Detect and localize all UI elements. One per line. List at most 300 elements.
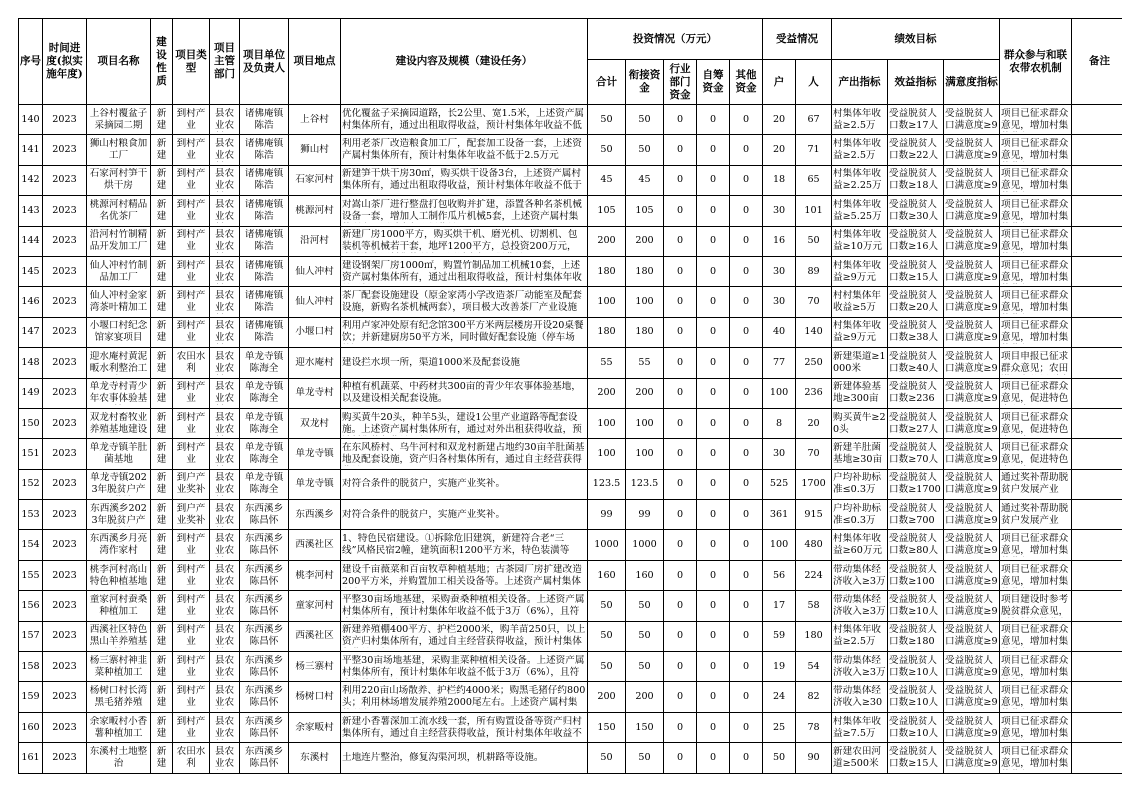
cell-industry bbox=[664, 135, 697, 165]
cell-text-link: 180 bbox=[635, 326, 654, 338]
cell-unit bbox=[240, 439, 289, 469]
cell-year bbox=[43, 226, 87, 256]
cell-text-satisfaction: 受益脱贫人口满意度≥9 bbox=[945, 229, 998, 253]
cell-text-satisfaction: 受益脱贫人口满意度≥9 bbox=[945, 411, 998, 435]
cell-total bbox=[588, 105, 626, 135]
cell-remark bbox=[1072, 621, 1122, 651]
cell-seq bbox=[19, 682, 43, 712]
cell-text-people: 915 bbox=[804, 508, 823, 520]
cell-text-seq: 142 bbox=[21, 174, 40, 186]
cell-satisfaction bbox=[944, 500, 1000, 530]
cell-content bbox=[341, 287, 588, 317]
cell-text-satisfaction: 受益脱贫人口满意度≥9 bbox=[945, 715, 998, 739]
cell-text-total: 1000 bbox=[594, 539, 619, 551]
cell-text-effect: 受益脱贫人口数≥180 bbox=[889, 624, 938, 648]
cell-link bbox=[626, 743, 664, 773]
cell-people bbox=[796, 743, 832, 773]
table-body bbox=[19, 105, 1122, 774]
cell-type bbox=[173, 469, 210, 499]
cell-name bbox=[87, 621, 151, 651]
cell-link bbox=[626, 135, 664, 165]
cell-text-satisfaction: 受益脱贫人口满意度≥9 bbox=[945, 563, 998, 587]
cell-type bbox=[173, 165, 210, 195]
cell-text-satisfaction: 受益脱贫人口满意度≥9 bbox=[945, 320, 998, 344]
cell-people bbox=[796, 105, 832, 135]
cell-text-seq: 144 bbox=[21, 235, 40, 247]
cell-unit bbox=[240, 621, 289, 651]
cell-text-content: 新建厂房1000平方，购买烘干机、磨光机、切割机、包装机等机械若干套，地坪1200平方，总投资200万元， bbox=[342, 229, 578, 253]
cell-text-dept: 县农业农 bbox=[214, 138, 235, 162]
cell-text-location: 仙人冲村 bbox=[295, 265, 334, 277]
cell-text-people: 89 bbox=[807, 265, 820, 277]
cell-total bbox=[588, 439, 626, 469]
cell-text-households: 56 bbox=[772, 569, 786, 581]
cell-type bbox=[173, 560, 210, 590]
cell-text-people: 71 bbox=[807, 144, 820, 156]
cell-other bbox=[730, 287, 763, 317]
cell-text-nature: 新建 bbox=[156, 229, 167, 253]
cell-link bbox=[626, 287, 664, 317]
cell-other bbox=[730, 226, 763, 256]
cell-text-industry: 0 bbox=[676, 691, 684, 703]
cell-text-households: 24 bbox=[772, 691, 786, 703]
header-invest-industry: 行业部门资金 bbox=[664, 60, 697, 105]
cell-text-self: 0 bbox=[709, 174, 717, 186]
cell-self bbox=[697, 469, 730, 499]
cell-text-industry: 0 bbox=[676, 204, 684, 216]
cell-location bbox=[289, 591, 341, 621]
table-row bbox=[19, 621, 1122, 651]
cell-effect bbox=[888, 743, 944, 773]
cell-other bbox=[730, 378, 763, 408]
cell-seq bbox=[19, 621, 43, 651]
cell-self bbox=[697, 348, 730, 378]
cell-text-effect: 受益脱贫人口数≥70人 bbox=[889, 441, 939, 465]
cell-text-name: 桃李河村高山特色种植基地 bbox=[89, 563, 148, 587]
table-row bbox=[19, 530, 1122, 560]
cell-year bbox=[43, 287, 87, 317]
cell-unit bbox=[240, 530, 289, 560]
cell-people bbox=[796, 348, 832, 378]
cell-text-satisfaction: 受益脱贫人口满意度≥9 bbox=[945, 533, 998, 557]
cell-text-content: 建设拦水坝一所，渠道1000米及配套设施 bbox=[342, 356, 520, 368]
cell-unit bbox=[240, 256, 289, 286]
cell-nature bbox=[151, 560, 173, 590]
cell-total bbox=[588, 378, 626, 408]
cell-text-name: 单龙寺村青少年农事体验基 bbox=[89, 381, 148, 405]
cell-text-name: 余家畈村小香薯种植加工 bbox=[89, 715, 148, 739]
cell-year bbox=[43, 317, 87, 347]
cell-text-year: 2023 bbox=[52, 417, 77, 429]
cell-total bbox=[588, 591, 626, 621]
table-row bbox=[19, 408, 1122, 438]
cell-text-people: 90 bbox=[807, 751, 820, 763]
cell-text-total: 123.5 bbox=[592, 478, 621, 490]
cell-link bbox=[626, 682, 664, 712]
cell-nature bbox=[151, 226, 173, 256]
cell-text-households: 525 bbox=[769, 478, 789, 490]
cell-unit bbox=[240, 287, 289, 317]
cell-dept bbox=[210, 226, 240, 256]
cell-seq bbox=[19, 652, 43, 682]
cell-unit bbox=[240, 226, 289, 256]
cell-text-other: 0 bbox=[742, 174, 750, 186]
cell-text-output: 村集体年收益≥10万元 bbox=[833, 229, 883, 253]
cell-unit bbox=[240, 196, 289, 226]
cell-text-total: 100 bbox=[597, 447, 616, 459]
cell-text-content: 优化覆盆子采摘园道路，长2公里、宽1.5米，上述资产属村集体所有，通过出租取得收益，预计村集体年收益不低 bbox=[342, 107, 585, 131]
cell-text-people: 480 bbox=[804, 539, 823, 551]
cell-text-households: 30 bbox=[772, 265, 786, 277]
cell-text-seq: 159 bbox=[21, 691, 40, 703]
cell-location bbox=[289, 439, 341, 469]
cell-text-nature: 新建 bbox=[156, 350, 167, 374]
cell-year bbox=[43, 378, 87, 408]
cell-text-unit: 东西溪乡陈昌怀 bbox=[244, 593, 284, 617]
cell-text-satisfaction: 受益脱贫人口满意度≥9 bbox=[945, 745, 998, 769]
cell-text-self: 0 bbox=[709, 630, 717, 642]
cell-text-type: 农田水利 bbox=[176, 745, 206, 769]
cell-text-location: 杨三寨村 bbox=[295, 660, 334, 672]
table-row bbox=[19, 105, 1122, 135]
cell-text-self: 0 bbox=[709, 417, 717, 429]
cell-text-industry: 0 bbox=[676, 508, 684, 520]
cell-remark bbox=[1072, 408, 1122, 438]
cell-text-unit: 东西溪乡陈昌怀 bbox=[244, 685, 284, 709]
cell-text-content: 茶厂配套设施建设（原金家湾小学改造茶厂动能室及配套设施，新购名茶机械两套），项目极大改善茶厂产业设施 bbox=[342, 290, 582, 314]
cell-link bbox=[626, 591, 664, 621]
cell-mechanism bbox=[1000, 621, 1072, 651]
cell-text-year: 2023 bbox=[52, 691, 77, 703]
cell-unit bbox=[240, 500, 289, 530]
cell-households bbox=[763, 105, 796, 135]
cell-effect bbox=[888, 105, 944, 135]
cell-output bbox=[832, 712, 888, 742]
cell-text-unit: 诸佛庵镇陈浩 bbox=[244, 107, 284, 131]
cell-mechanism bbox=[1000, 591, 1072, 621]
cell-nature bbox=[151, 256, 173, 286]
cell-dept bbox=[210, 682, 240, 712]
cell-name bbox=[87, 408, 151, 438]
cell-people bbox=[796, 560, 832, 590]
cell-effect bbox=[888, 135, 944, 165]
cell-text-self: 0 bbox=[709, 356, 717, 368]
cell-mechanism bbox=[1000, 287, 1072, 317]
cell-text-content: 利用卢家冲处原有纪念馆300平方米两层楼房开设20桌餐饮；并新建厨房50平方米，同时做好配套设施（停车场 bbox=[342, 320, 584, 344]
cell-satisfaction bbox=[944, 378, 1000, 408]
cell-location bbox=[289, 135, 341, 165]
cell-text-other: 0 bbox=[742, 751, 750, 763]
cell-households bbox=[763, 378, 796, 408]
cell-text-industry: 0 bbox=[676, 569, 684, 581]
cell-satisfaction bbox=[944, 591, 1000, 621]
cell-content bbox=[341, 469, 588, 499]
cell-text-location: 西溪社区 bbox=[295, 630, 334, 642]
cell-type bbox=[173, 408, 210, 438]
header-invest-other: 其他资金 bbox=[730, 60, 763, 105]
cell-output bbox=[832, 500, 888, 530]
cell-text-location: 双龙村 bbox=[300, 417, 329, 429]
cell-text-link: 123.5 bbox=[630, 478, 659, 490]
cell-self bbox=[697, 165, 730, 195]
cell-output bbox=[832, 621, 888, 651]
cell-households bbox=[763, 165, 796, 195]
cell-dept bbox=[210, 743, 240, 773]
cell-text-effect: 受益脱贫人口数≥10人 bbox=[889, 715, 939, 739]
cell-text-link: 105 bbox=[635, 204, 654, 216]
cell-text-people: 101 bbox=[804, 204, 823, 216]
cell-text-link: 180 bbox=[635, 265, 654, 277]
cell-text-name: 杨树口村长湾黑毛猪养殖 bbox=[89, 685, 148, 709]
cell-satisfaction bbox=[944, 712, 1000, 742]
cell-text-year: 2023 bbox=[52, 174, 77, 186]
cell-text-industry: 0 bbox=[676, 356, 684, 368]
cell-households bbox=[763, 652, 796, 682]
cell-text-mechanism: 项目已征求群众意见，增加村集 bbox=[1001, 107, 1069, 131]
cell-text-link: 50 bbox=[638, 630, 651, 642]
cell-seq bbox=[19, 348, 43, 378]
cell-text-seq: 155 bbox=[21, 569, 40, 581]
cell-industry bbox=[664, 743, 697, 773]
cell-text-people: 65 bbox=[807, 174, 820, 186]
cell-unit bbox=[240, 135, 289, 165]
header-perf-satisfaction: 满意度指标 bbox=[944, 60, 1000, 105]
cell-text-link: 100 bbox=[635, 447, 654, 459]
cell-text-output: 村集体年收益≥2.25万 bbox=[833, 168, 882, 192]
cell-text-link: 50 bbox=[638, 751, 651, 763]
cell-text-content: 土地连片整治，修复沟渠河坝，机耕路等设施。 bbox=[342, 751, 544, 763]
cell-satisfaction bbox=[944, 743, 1000, 773]
table-row bbox=[19, 439, 1122, 469]
cell-text-nature: 新建 bbox=[156, 533, 167, 557]
cell-industry bbox=[664, 256, 697, 286]
table-row bbox=[19, 682, 1122, 712]
cell-effect bbox=[888, 530, 944, 560]
cell-seq bbox=[19, 256, 43, 286]
cell-remark bbox=[1072, 439, 1122, 469]
cell-type bbox=[173, 196, 210, 226]
cell-other bbox=[730, 317, 763, 347]
cell-mechanism bbox=[1000, 530, 1072, 560]
cell-text-link: 200 bbox=[635, 235, 654, 247]
cell-mechanism bbox=[1000, 682, 1072, 712]
cell-text-output: 村集体年收益≥60万元 bbox=[833, 533, 883, 557]
cell-content bbox=[341, 105, 588, 135]
cell-text-satisfaction: 受益脱贫人口满意度≥9 bbox=[945, 290, 998, 314]
cell-year bbox=[43, 105, 87, 135]
cell-satisfaction bbox=[944, 287, 1000, 317]
cell-dept bbox=[210, 165, 240, 195]
cell-text-unit: 东西溪乡陈昌怀 bbox=[244, 533, 284, 557]
cell-year bbox=[43, 256, 87, 286]
cell-self bbox=[697, 226, 730, 256]
cell-remark bbox=[1072, 165, 1122, 195]
cell-text-self: 0 bbox=[709, 508, 717, 520]
cell-households bbox=[763, 196, 796, 226]
cell-text-satisfaction: 受益脱贫人口满意度≥9 bbox=[945, 198, 998, 222]
header-location: 项目地点 bbox=[289, 19, 341, 105]
cell-mechanism bbox=[1000, 348, 1072, 378]
cell-text-output: 村集体年收益≥5.25万 bbox=[833, 198, 882, 222]
cell-text-name: 东西溪乡2023年脱贫户产 bbox=[90, 502, 147, 526]
cell-seq bbox=[19, 105, 43, 135]
cell-industry bbox=[664, 530, 697, 560]
cell-text-mechanism: 项目已征求群众意见，增加村集 bbox=[1001, 533, 1069, 557]
cell-nature bbox=[151, 682, 173, 712]
cell-text-industry: 0 bbox=[676, 751, 684, 763]
cell-remark bbox=[1072, 226, 1122, 256]
header-benefit-group: 受益情况 bbox=[763, 19, 832, 60]
cell-text-other: 0 bbox=[742, 204, 750, 216]
cell-text-dept: 县农业农 bbox=[214, 533, 235, 557]
cell-text-link: 100 bbox=[635, 296, 654, 308]
cell-nature bbox=[151, 621, 173, 651]
cell-text-nature: 新建 bbox=[156, 290, 167, 314]
cell-other bbox=[730, 135, 763, 165]
cell-output bbox=[832, 591, 888, 621]
header-year: 时间进度(拟实施年度) bbox=[43, 19, 87, 105]
cell-text-households: 77 bbox=[772, 356, 786, 368]
cell-text-dept: 县农业农 bbox=[214, 745, 235, 769]
cell-name bbox=[87, 135, 151, 165]
table-row bbox=[19, 317, 1122, 347]
cell-location bbox=[289, 165, 341, 195]
cell-text-self: 0 bbox=[709, 478, 717, 490]
cell-text-content: 平整30亩场地基建，采购韭菜种植相关设备。上述资产属村集体所有，预计村集体年收益不低于3万（6%），且符 bbox=[342, 654, 585, 678]
cell-seq bbox=[19, 743, 43, 773]
cell-industry bbox=[664, 560, 697, 590]
cell-text-other: 0 bbox=[742, 356, 750, 368]
cell-unit bbox=[240, 591, 289, 621]
cell-self bbox=[697, 378, 730, 408]
cell-text-name: 仙人冲村竹制品加工厂 bbox=[89, 259, 148, 283]
cell-industry bbox=[664, 287, 697, 317]
cell-text-link: 160 bbox=[635, 569, 654, 581]
cell-text-households: 30 bbox=[772, 204, 786, 216]
cell-text-year: 2023 bbox=[52, 478, 77, 490]
cell-self bbox=[697, 196, 730, 226]
cell-text-people: 140 bbox=[804, 326, 823, 338]
cell-year bbox=[43, 469, 87, 499]
cell-text-satisfaction: 受益脱贫人口满意度≥9 bbox=[945, 381, 998, 405]
cell-text-industry: 0 bbox=[676, 113, 684, 125]
cell-text-link: 50 bbox=[638, 660, 651, 672]
cell-industry bbox=[664, 439, 697, 469]
cell-output bbox=[832, 743, 888, 773]
cell-text-content: 种植有机蔬菜、中药材共300亩的青少年农事体验基地，以及建设相关配套设施。 bbox=[342, 381, 581, 405]
cell-industry bbox=[664, 652, 697, 682]
cell-dept bbox=[210, 439, 240, 469]
cell-year bbox=[43, 408, 87, 438]
cell-self bbox=[697, 712, 730, 742]
cell-text-seq: 158 bbox=[21, 660, 40, 672]
table-row bbox=[19, 560, 1122, 590]
cell-satisfaction bbox=[944, 560, 1000, 590]
cell-effect bbox=[888, 621, 944, 651]
cell-text-unit: 单龙寺镇陈海全 bbox=[244, 441, 284, 465]
cell-text-location: 余家畈村 bbox=[295, 721, 334, 733]
cell-text-households: 17 bbox=[772, 599, 786, 611]
cell-total bbox=[588, 530, 626, 560]
cell-text-self: 0 bbox=[709, 751, 717, 763]
cell-text-total: 50 bbox=[600, 630, 613, 642]
cell-households bbox=[763, 530, 796, 560]
cell-text-people: 1700 bbox=[801, 478, 826, 490]
cell-people bbox=[796, 652, 832, 682]
cell-other bbox=[730, 712, 763, 742]
cell-text-nature: 新建 bbox=[156, 259, 167, 283]
cell-text-other: 0 bbox=[742, 387, 750, 399]
cell-text-type: 到村产业 bbox=[176, 229, 206, 253]
cell-people bbox=[796, 591, 832, 621]
cell-text-location: 仙人冲村 bbox=[295, 296, 334, 308]
cell-text-self: 0 bbox=[709, 204, 717, 216]
cell-output bbox=[832, 560, 888, 590]
cell-text-link: 200 bbox=[635, 387, 654, 399]
cell-text-self: 0 bbox=[709, 296, 717, 308]
cell-nature bbox=[151, 317, 173, 347]
cell-industry bbox=[664, 712, 697, 742]
cell-dept bbox=[210, 712, 240, 742]
cell-text-location: 童家河村 bbox=[295, 599, 334, 611]
cell-people bbox=[796, 712, 832, 742]
cell-text-people: 236 bbox=[804, 387, 823, 399]
cell-text-effect: 受益脱贫人口数≥20人 bbox=[889, 290, 939, 314]
header-invest-link: 衔接资金 bbox=[626, 60, 664, 105]
cell-text-type: 到村产业 bbox=[176, 138, 206, 162]
cell-text-nature: 新建 bbox=[156, 107, 167, 131]
cell-location bbox=[289, 105, 341, 135]
cell-text-location: 桃李河村 bbox=[295, 569, 334, 581]
cell-text-total: 180 bbox=[597, 326, 616, 338]
cell-seq bbox=[19, 591, 43, 621]
cell-text-people: 20 bbox=[807, 417, 820, 429]
cell-text-effect: 受益脱贫人口数≥10人 bbox=[889, 685, 939, 709]
cell-text-link: 1000 bbox=[632, 539, 657, 551]
cell-year bbox=[43, 439, 87, 469]
cell-text-name: 杨三寨村神韭菜种植加工 bbox=[89, 654, 148, 678]
cell-text-effect: 受益脱贫人口数≥236 bbox=[889, 381, 938, 405]
cell-text-seq: 140 bbox=[21, 113, 40, 125]
cell-text-other: 0 bbox=[742, 508, 750, 520]
cell-remark bbox=[1072, 135, 1122, 165]
cell-text-effect: 受益脱贫人口数≥27人 bbox=[889, 411, 939, 435]
cell-text-output: 村集体年收益≥2.5万 bbox=[833, 624, 882, 648]
cell-location bbox=[289, 408, 341, 438]
cell-text-dept: 县农业农 bbox=[214, 107, 235, 131]
cell-text-effect: 受益脱贫人口数≥700 bbox=[889, 502, 938, 526]
cell-text-households: 18 bbox=[772, 174, 786, 186]
cell-text-link: 150 bbox=[635, 721, 654, 733]
cell-text-seq: 151 bbox=[21, 447, 40, 459]
cell-year bbox=[43, 652, 87, 682]
cell-year bbox=[43, 348, 87, 378]
cell-industry bbox=[664, 226, 697, 256]
cell-people bbox=[796, 226, 832, 256]
cell-nature bbox=[151, 469, 173, 499]
cell-content bbox=[341, 652, 588, 682]
cell-text-type: 到村产业 bbox=[176, 320, 206, 344]
cell-nature bbox=[151, 712, 173, 742]
cell-self bbox=[697, 135, 730, 165]
cell-unit bbox=[240, 348, 289, 378]
cell-text-content: 在东风桥村、乌牛河村和双龙村新建占地约30亩羊肚菌基地及配套设施，资产归各村集体所有，通过自主经营获得 bbox=[342, 441, 585, 465]
cell-seq bbox=[19, 165, 43, 195]
cell-text-year: 2023 bbox=[52, 508, 77, 520]
cell-households bbox=[763, 135, 796, 165]
cell-text-mechanism: 项目已征求群众意见，增加村集 bbox=[1001, 563, 1069, 587]
cell-text-nature: 新建 bbox=[156, 381, 167, 405]
